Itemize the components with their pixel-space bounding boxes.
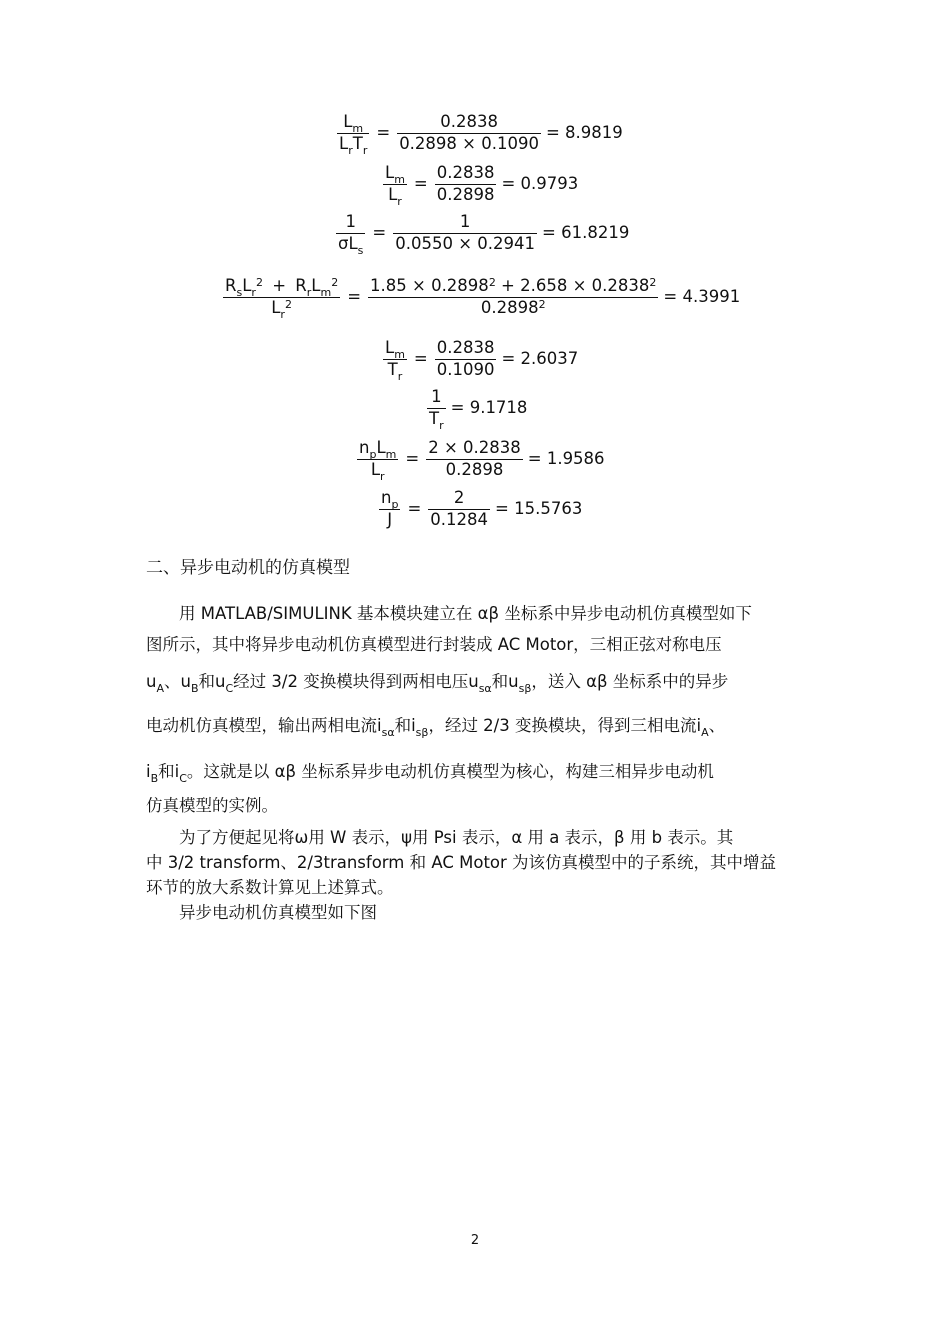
equation-result: = 2.6037 <box>501 348 579 368</box>
equation-np-lm-over-lr: $\frac{n_pL_m}{L_r}$ = $\frac{2 \times 0.2838}{0.2898}$ = 1.9586 <box>359 438 605 483</box>
equation-rs-lr2-plus-rr-lm2: $\frac{R_sL_r^2 + R_rL_m^2}{L_r^2}$ = $\frac{1.85 \times 0.2898^2 + 2.658 \times 0.2838^2}{0.2898^2}$ = 4.3991 <box>225 276 741 321</box>
paragraph-model-description: 用 MATLAB/SIMULINK 基本模块建立在 αβ 坐标系中异步电动机仿真模型如下 图所示，其中将异步电动机仿真模型进行封装成 AC Motor，三相正弦对称电压 $u_A$、$u_B$和$u_C$经过 3/2 变换模块得到两相电压$u_{s\alpha}$和$u_{s\beta}$，送入 αβ 坐标系中的异步 电动机仿真模型，输出两相电流$i_{s\alpha}$和$i_{s\beta}$，经过 2/3 变换模块，得到三相电流$i_A$、 $i_B$和$i_C$。这就是以 αβ 坐标系异步电动机仿真模型为核心，构建三相异步电动机 仿真模型的实例。 <box>146 604 752 815</box>
rhs-fraction: $\frac{0.2838}{0.2898 \times 0.1090}$ <box>399 112 539 153</box>
equation-result: = 61.8219 <box>542 222 630 242</box>
paragraph-figure-intro: 异步电动机仿真模型如下图 <box>179 903 377 922</box>
equation-result: = 4.3991 <box>663 286 741 306</box>
equation-lm-over-tr: $\frac{L_m}{T_r}$ = $\frac{0.2838}{0.1090}$ = 2.6037 <box>385 338 579 383</box>
equation-result: = 0.9793 <box>501 173 579 193</box>
equation-one-over-tr: $\frac{1}{T_r}$ = 9.1718 <box>429 387 528 432</box>
equation-result: = 9.1718 <box>450 397 528 417</box>
lhs-fraction: $\frac{L_m}{L_rT_r}$ <box>339 112 368 157</box>
page-number: 2 <box>470 1233 480 1248</box>
equation-result: = 15.5763 <box>495 498 583 518</box>
paragraph-notation: 为了方便起见将ω用 W 表示，ψ用 Psi 表示，α 用 a 表示，β 用 b 表示。其 中 3/2 transform、2/3transform 和 AC Motor 为该仿真模型中的子系统，其中增益 环节的放大系数计算见上述算式。 <box>146 828 777 897</box>
equation-result: = 8.9819 <box>545 122 623 142</box>
equation-lm-over-lr: $\frac{L_m}{L_r}$ = $\frac{0.2838}{0.2898}$ = 0.9793 <box>385 163 579 208</box>
section-heading: 二、异步电动机的仿真模型 <box>146 558 350 578</box>
equation-result: = 1.9586 <box>527 448 605 468</box>
equation-one-over-sigma-ls: $\frac{1}{\sigma L_s}$ = $\frac{1}{0.0550 \times 0.2941}$ = 61.8219 <box>338 212 630 257</box>
equation-np-over-j: $\frac{n_p}{J}$ = $\frac{2}{0.1284}$ = 15.5763 <box>381 488 583 529</box>
equation-lm-over-lr-tr: $\frac{L_m}{L_rT_r}$ = $\frac{0.2838}{0.2898 \times 0.1090}$ = 8.9819 <box>339 112 623 157</box>
